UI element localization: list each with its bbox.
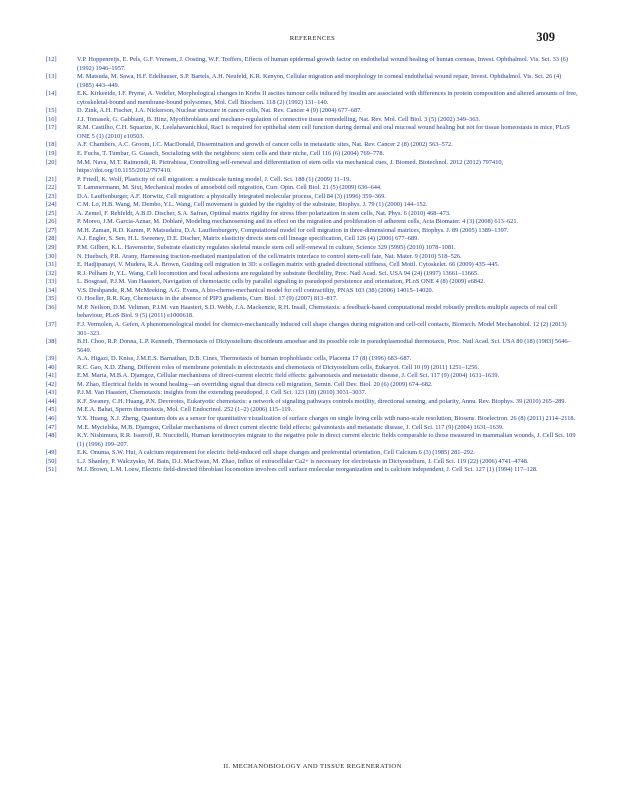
footer-section-title: II. MECHANOBIOLOGY AND TISSUE REGENERATION [223,763,402,770]
reference-item [46,466,579,475]
reference-number: [12] [46,56,57,63]
reference-item [46,218,579,227]
reference-number: [39] [46,355,57,363]
reference-item [46,116,579,125]
reference-number: [34] [46,286,57,294]
page-header [46,30,579,48]
reference-number: [14] [46,90,57,98]
reference-number: [21] [46,175,57,183]
reference-text[interactable]: M. Zhao, Electrical fields in wound healing—an overriding signal that directs cell migration, Semin. Cell Dev. Biol. 20 (6) (2009) 674–682. [77,380,433,388]
reference-text[interactable]: D. Zink, A.H. Fischer, J.A. Nickerson, Nuclear structure in cancer cells, Nat. Rev. Cancer 4 (9) (2004) 677–687. [77,107,362,115]
reference-number: [28] [46,235,57,243]
running-title: REFERENCES [289,35,336,42]
reference-item [46,406,579,415]
reference-text[interactable]: M.J. Brown, L.M. Loew, Electric field-directed fibroblast locomotion involves cell surface molecular reorganization and is calcium independent, J. Cell Sci. 127 (1) (1994) 117–128. [77,466,538,474]
reference-item [46,278,579,287]
reference-number: [44] [46,397,57,405]
reference-text[interactable]: M.E.A. Bahat, Sperm thermotaxis, Mol. Cell Endocrinol. 252 (1–2) (2006) 115–119. [77,406,293,414]
reference-number: [48] [46,432,57,440]
reference-number: [23] [46,192,57,200]
reference-number: [45] [46,406,57,414]
reference-list [46,56,579,475]
reference-item [46,124,579,141]
reference-text[interactable]: N. Huebsch, P.R. Arany, Harnessing traction-mediated manipulation of the cell/matrix interface to control stem-cell fate, Nat. Mater. 9 (2010) 518–526. [77,252,462,260]
reference-number: [20] [46,158,57,166]
reference-number: [15] [46,107,57,115]
reference-number: [16] [46,115,57,123]
reference-text[interactable]: P. Friedl, K. Wolf, Plasticity of cell migration: a multiscale tuning model, J. Cell. Sci. 188 (1) (2009) 11–19. [77,175,351,183]
reference-number: [27] [46,226,57,234]
reference-text[interactable]: E.K. Onuma, S.W. Hui, A calcium requirement for electric field-induced cell shape changes and preferential orientation, Cell Calcium 6 (3) (1985) 281–292. [77,449,475,457]
reference-number: [47] [46,423,57,431]
reference-number: [25] [46,209,57,217]
reference-text[interactable]: E. Hadjipanayi, V. Mudera, R.A. Brown, Guiding cell migration in 3D: a collagen matrix with graded directional stiffness, Cell Motil. Cytoskelet. 66 (2009) 435–445. [77,261,500,269]
reference-number: [32] [46,269,57,277]
reference-number: [18] [46,141,57,149]
reference-text[interactable]: Y.X. Huang, X.J. Zheng, Quantum dots as a sensor for quantitative visualization of surface charges on single living cells with nano-scale resolution, Biosens. Bioelectron. 26 (8) (2011) 2114–2118. [77,414,576,422]
reference-text[interactable]: M.H. Zaman, R.D. Kamm, P. Matsudaira, D.A. Lauffenburgery, Computational model for cell migration in three-dimensional matrices, Biophys. J. 89 (2005) 1389–1397. [77,226,509,234]
reference-item [46,253,579,262]
reference-number: [29] [46,244,57,252]
reference-item [46,364,579,373]
reference-text[interactable]: M. Matsuda, M. Sawa, H.F. Edelhauser, S.P. Bartels, A.H. Neufeld, K.R. Kenyon, Cellular migration and morphology in corneal endothelial wound repair, Invest. Ophthalmol. Vis. Sci. 26 (4) (1985) 443–449. [77,73,562,89]
reference-item [46,227,579,236]
reference-item [46,458,579,467]
reference-item [46,304,579,321]
reference-number: [49] [46,449,57,457]
reference-text[interactable]: P. Moreo, J.M. Garcia-Aznar, M. Doblaré, Modeling mechanosensing and its effect on the migration and proliferation of adherent cells, Acta Biomater. 4 (3) (2008) 613–621. [77,218,519,226]
reference-text[interactable]: A.F. Chambers, A.C. Groom, I.C. MacDonald, Dissemination and growth of cancer cells in metastatic sites, Nat. Rev. Cancer 2 (8) (2002) 563–572. [77,141,453,149]
reference-text[interactable]: P.J.M. Van Haastert, Chemotaxis: insights from the extending pseudopod, J. Cell Sci. 123 (18) (2010) 3031–3037. [77,389,367,397]
reference-text[interactable]: E. Fuchs, T. Tumbar, G. Guasch, Socializing with the neighbors: stem cells and their niche, Cell 116 (6) (2004) 769–778. [77,150,385,158]
reference-number: [51] [46,466,57,474]
reference-number: [24] [46,201,57,209]
reference-number: [50] [46,457,57,465]
reference-number: [19] [46,150,57,158]
page-number: 309 [536,30,555,44]
reference-item [46,424,579,433]
reference-text[interactable]: R.J. Pelham Jr, Y.L. Wang, Cell locomotion and focal adhesions are regulated by substrate flexibility, Proc. Natl Acad. Sci. USA 94 (24) (1997) 13661–13665. [77,269,479,277]
reference-item [46,415,579,424]
reference-text[interactable]: T. Lammermann, M. Sixt, Mechanical modes of amoeboid cell migration, Curr. Opin. Cell Biol. 21 (5) (2009) 636–644. [77,184,382,192]
reference-item [46,261,579,270]
reference-text[interactable]: L.J. Shanley, P. Walczysko, M. Bain, D.J. MacEwan, M. Zhao, Influx of extracellular Ca2+ is necessary for electrotaxis in Dictyostelium, J. Cell Sci. 119 (22) (2006) 4741–4748. [77,457,529,465]
reference-number: [30] [46,252,57,260]
reference-text[interactable]: A.J. Engler, S. Sen, H.L. Sweeney, D.E. Discher, Matrix elasticity directs stem cell lineage specification, Cell 126 (4) (2006) 677–689. [77,235,419,243]
reference-item [46,287,579,296]
reference-text[interactable]: B.H. Choo, R.P. Donna, L.P. Kenneth, Thermotaxis of Dictyostelium discoideum amoebae and its possible role in pseudoplasmodial thermotaxis, Proc. Natl Acad. Sci. USA 80 (18) (1983) 5646–5649. [77,338,571,354]
reference-item [46,201,579,210]
reference-number: [42] [46,380,57,388]
reference-item [46,270,579,279]
reference-number: [22] [46,184,57,192]
reference-number: [33] [46,278,57,286]
reference-item [46,381,579,390]
reference-text[interactable]: K.F. Swaney, C.H. Huang, P.N. Devreotes, Eukaryotic chemotaxis: a network of signaling pathways controls motility, directional sensing, and polarity, Annu. Rev. Biophys. 39 (2010) 265–289. [77,397,567,405]
reference-text[interactable]: A.A. Higazi, D. Kniss, J.M.E.S. Barnathan, D.B. Cines, Thermotaxis of human trophoblastic cells, Placenta 17 (8) (1996) 683–687. [77,355,412,363]
reference-item [46,235,579,244]
reference-item [46,141,579,150]
reference-item [46,107,579,116]
reference-item [46,389,579,398]
reference-text[interactable]: M.P. Neilson, D.M. Veltman, P.J.M. van Haastert, S.D. Webb, J.A. Mackenzie, R.H. Insall, Chemotaxis: a feedback-based computational model robustly predicts multiple aspects of real cell behaviour, PLoS Biol. 9 (5) (2011) e1000618. [77,303,558,320]
reference-text[interactable]: O. Hoeller, R.R. Kay, Chemotaxis in the absence of PIP3 gradients, Curr. Biol. 17 (9) (2007) 813–817. [77,295,338,303]
reference-item [46,176,579,185]
reference-text[interactable]: K.Y. Nishimura, R.R. Isseroff, R. Nuccitelli, Human keratinocytes migrate to the negative pole in direct current electric fields comparable to those measured in mammalian wounds, J. Cell Sci. 109 (1) (1996) 199–207. [77,432,576,448]
reference-number: [40] [46,363,57,371]
reference-item [46,449,579,458]
reference-item [46,355,579,364]
reference-text[interactable]: R.M. Castilho, C.H. Squarize, K. Leelahavanichkul, Rac1 is required for epithelial stem cell function during dermal and oral mucosal wound healing but not for tissue homeostasis in mice, PLoS ONE 5 (1) (2010) e10503. [77,124,570,140]
reference-number: [36] [46,303,57,311]
reference-item [46,210,579,219]
reference-text[interactable]: E.M. Maria, M.B.A. Djamgoz, Cellular mechanisms of direct-current electric field effects: galvanotaxis and metastatic disease, J. Cell Sci. 117 (9) (2004) 1631–1639. [77,372,500,380]
reference-item [46,398,579,407]
reference-text[interactable]: E.K. Kirkeeide, I.F. Pryme, A. Vedeler, Morphological changes in Krebs II ascites tumour cells induced by insulin are associated with differences in protein composition and altered amounts of free, cytoskeletal-bound and membrane-bound polysomes, Mol. Cell Biochem. 118 (2) (1992) 131–140. [77,90,578,106]
reference-text[interactable]: R.C. Gao, X.D. Zhang, Different roles of membrane potentials in electrotaxis and chemotaxis of Dictyostelium cells, Eukaryot. Cell 10 (9) (2011) 1251–1256. [77,363,480,371]
reference-number: [31] [46,261,57,269]
reference-number: [26] [46,218,57,226]
reference-text[interactable]: V.P. Hoppenreijs, E. Pels, G.F. Vrensen, J. Oosting, W.F. Treffers, Effects of human epidermal growth factor on endothelial wound healing of human corneas, Invest. Ophthalmol. Vis. Sci. 33 (6) (1992) 1946–1957. [77,56,568,72]
reference-text[interactable]: F.J. Vermolen, A. Gefen, A phenomenological model for chemico-mechanically induced cell shape changes during migration and cell-cell contacts, Biomech. Model Mechanobiol. 12 (2) (2013) 301–323. [77,320,567,337]
reference-number: [35] [46,295,57,303]
reference-number: [37] [46,320,57,328]
reference-text[interactable]: V.S. Deshpande, R.M. McMeeking, A.G. Evans, A bio-chemo-mechanical model for cell contractility, PNAS 103 (38) (2006) 14015–14020. [77,286,434,294]
reference-number: [13] [46,73,57,81]
reference-item [46,432,579,449]
reference-item [46,150,579,159]
reference-number: [17] [46,124,57,132]
reference-item [46,193,579,202]
reference-number: [43] [46,389,57,397]
reference-item [46,184,579,193]
reference-text[interactable]: A. Zemel, F. Rehfeldt, A.B.D. Discher, S.A. Safran, Optimal matrix rigidity for stress fiber polarization in stem cells, Nat. Phys. 6 (2010) 468–473. [77,209,451,217]
reference-text[interactable]: P.M. Gilbert, K.L. Havenstrite, Substrate elasticity regulates skeletal muscle stem cell self-renewal in culture, Science 329 (5995) (2010) 1078–1081. [77,244,456,252]
reference-number: [41] [46,372,57,380]
reference-item [46,56,579,73]
reference-text[interactable]: J.J. Tomasek, G. Gabbiani, B. Hinz, Myofibroblasts and mechano-regulation of connective tissue remodelling, Nat. Rev. Mol. Cell Biol. 3 (5) (2002) 349–363. [77,115,481,123]
reference-text[interactable]: M.E. Mycielska, M.B. Djamgoz, Cellular mechanisms of direct current electric field effects: galvanotaxis and metastatic disease, J. Cell Sci. 117 (9) (2004) 1631–1639. [77,423,504,431]
reference-item [46,159,579,176]
reference-item [46,73,579,90]
reference-item [46,321,579,338]
reference-item [46,295,579,304]
reference-item [46,372,579,381]
reference-item [46,244,579,253]
reference-number: [38] [46,338,57,346]
reference-text[interactable]: M.M. Nava, M.T. Raimondi, R. Pietrabissa, Controlling self-renewal and differentiation of stem cells via mechanical cues, J. Biomed. Biotechnol. 2012 (2012) 797410, https://doi.org/10.1155/2012/797410. [77,158,504,175]
reference-text[interactable]: D.A. Lauffenburger, A.F. Horwitz, Cell migration: a physically integrated molecular process, Cell 84 (3) (1996) 359–369. [77,192,386,200]
reference-number: [46] [46,414,57,422]
reference-item [46,90,579,107]
reference-text[interactable]: L. Bosgraaf, P.J.M. Van Haastert, Navigation of chemotactic cells by parallel signaling to pseudopod persistence and orientation, PLoS ONE 4 (8) (2009) e6842. [77,278,485,286]
reference-text[interactable]: C.M. Lo, H.B. Wang, M. Dembo, Y.L. Wang, Cell movement is guided by the rigidity of the substrate, Biophys. J. 79 (1) (2000) 144–152. [77,201,428,209]
reference-item [46,338,579,355]
